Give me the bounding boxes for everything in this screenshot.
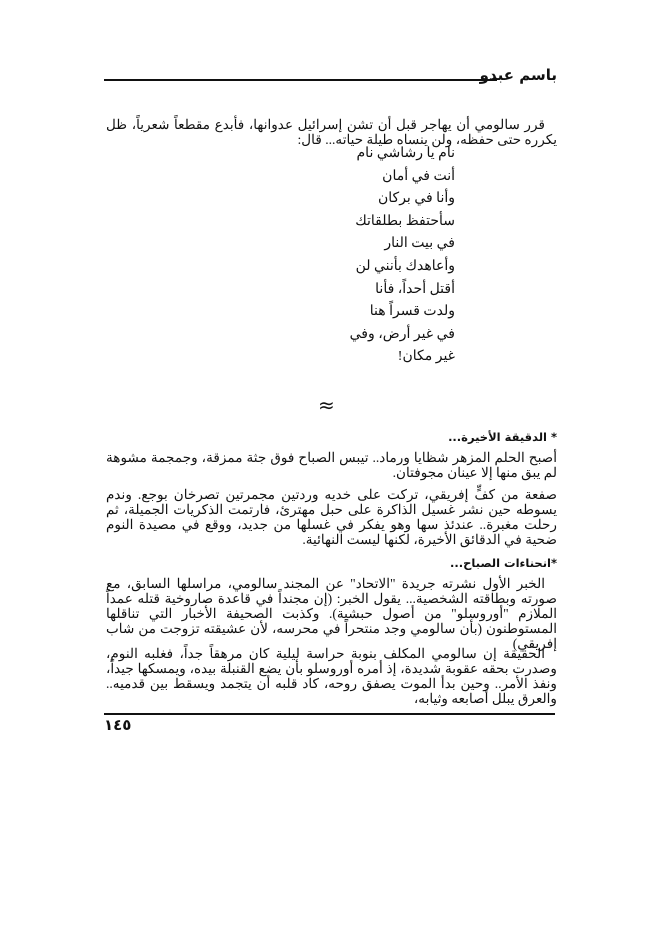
poem-line: وأعاهدك بأنني لن: [355, 258, 455, 274]
page-number: ١٤٥: [104, 716, 132, 734]
footer-rule: [104, 713, 555, 715]
intro-paragraph: [106, 117, 557, 147]
section-last-minute-body-2: [106, 487, 557, 547]
section-heading-morning: *انحناءات الصباح...: [450, 556, 557, 570]
poem-line: وأنا في بركان: [377, 191, 455, 207]
poem-line: سأحتفظ بطلقاتك: [355, 213, 455, 229]
section-separator: ≈: [318, 393, 335, 417]
author-name: باسم عبدو: [479, 66, 557, 84]
section-morning-body: [106, 576, 557, 651]
paragraph: الخبر الأول نشرته جريدة "الاتحاد" عن المجند سالومي، مراسلها السابق، مع صورته وبطاقته الشخصية... يقول الخبر: (إن مجنداً في قاعدة صاروخية قتله عمداً الملازم "أوروسلو" من أصول حبشية). وكذبت الصحيفة الأخبار التي تناقلها المستوطنون (بأن سالومي وجد منتحراً في محرسه، لأن عشيقته تزوجت من شاب إفريقي): [106, 576, 557, 651]
paragraph: أصبح الحلم المزهر شظايا ورماد.. تيبس الصباح فوق جثة ممزقة، وجمجمة مشوهة لم يبق منها إلا عينان مجوفتان.: [106, 450, 557, 480]
poem-line: في غير أرض، وفي: [349, 326, 455, 342]
poem-line: غير مكان!: [397, 349, 455, 365]
section-heading-last-minute: * الدقيقة الأخيرة...: [448, 430, 557, 444]
poem-line: في بيت النار: [384, 236, 455, 252]
section-last-minute-body: [106, 450, 557, 480]
paragraph: صفعة من كفٍّ إفريقي، تركت على خديه وردتين مجمرتين تصرخان بوجع. وندم يسوطه حين نشر غسيل الذاكرة على حبل مهترئ، فارتمت الذكريات الجميلة، ثم رحلت مغبرة.. عندئذ سها وهو يفكر في غسلها من جديد، ووقع في مصيدة النوم ضحية في الدقائق الأخيرة، لكنها ليست النهائية.: [106, 487, 557, 547]
poem-line: ولدت قسراً هنا: [369, 304, 455, 320]
intro-text: قرر سالومي أن يهاجر قبل أن تشن إسرائيل عدوانها، فأبدع مقطعاً شعرياً، ظل يكرره حتى حفظه، ولن ينساه طيلة حياته... قال:: [106, 117, 557, 147]
poem: [350, 143, 455, 369]
poem-line: أنت في أمان: [382, 168, 455, 184]
poem-line: أقتل أحداً، فأنا: [375, 281, 455, 297]
poem-line: نام يا رشاشي نام: [356, 146, 455, 161]
paragraph: الحقيقة إن سالومي المكلف بنوبة حراسة ليلية كان مرهقاً جداً، فغلبه النوم، وصدرت بحقه عقوبة شديدة، إذ أمره أوروسلو بأن يضع القنبلة بيده، ويمسكها جيداً، ونفذ الأمر.. وحين بدأ الموت يصفق روحه، كاد قلبه أن يتجمد ويسقط بين قدميه.. والعرق يبلل أصابعه وثيابه،: [106, 646, 557, 706]
section-morning-body-2: [106, 646, 557, 706]
